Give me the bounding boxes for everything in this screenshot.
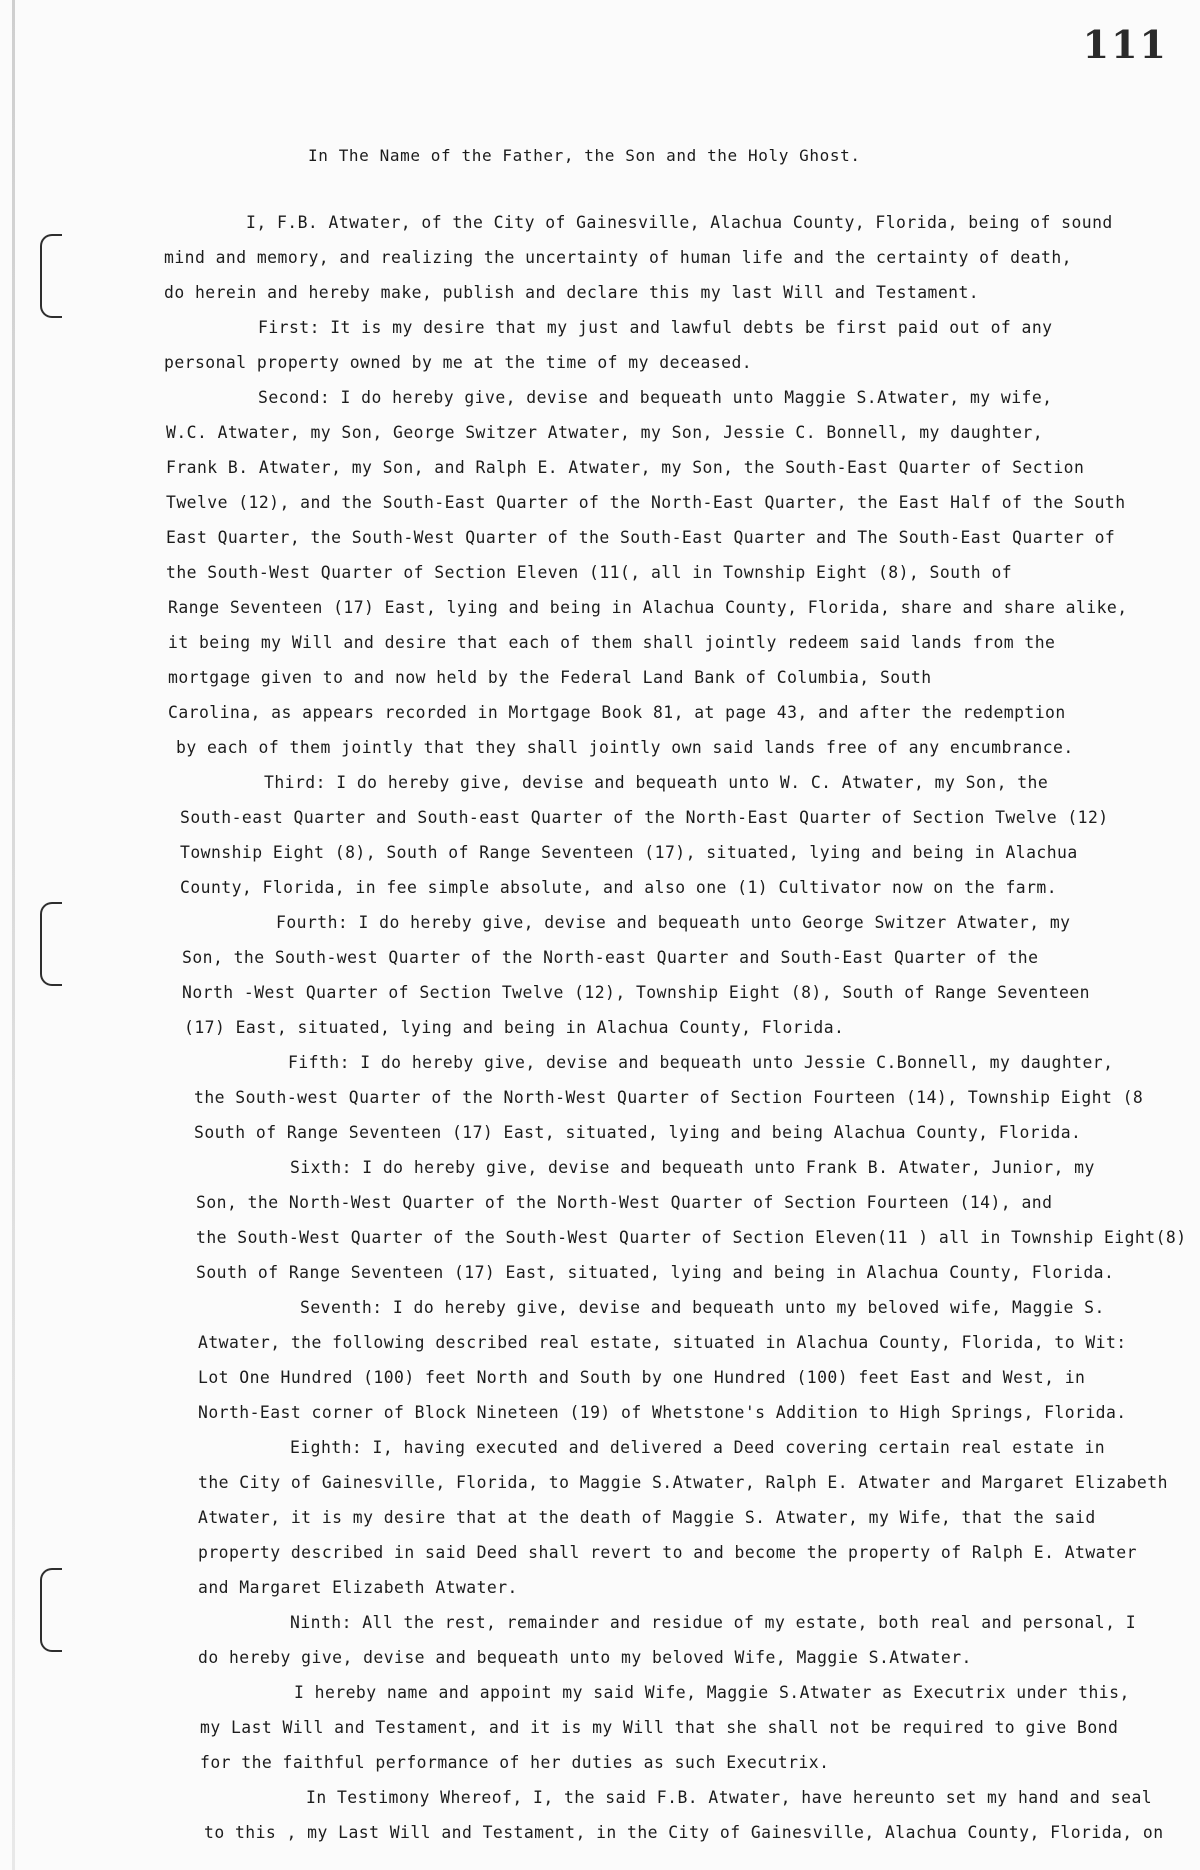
text-line: Fourth: I do hereby give, devise and bequeath unto George Switzer Atwater, my <box>276 913 1071 932</box>
text-line: North-East corner of Block Nineteen (19) of Whetstone's Addition to High Springs, Florida. <box>198 1403 1127 1422</box>
text-line: Atwater, the following described real estate, situated in Alachua County, Florida, to Wit: <box>198 1333 1127 1352</box>
binder-hole-top <box>40 234 62 318</box>
text-line: for the faithful performance of her duties as such Executrix. <box>200 1753 830 1772</box>
text-line: by each of them jointly that they shall jointly own said lands free of any encumbrance. <box>176 738 1074 757</box>
text-line: Eighth: I, having executed and delivered a Deed covering certain real estate in <box>290 1438 1106 1457</box>
text-line: I hereby name and appoint my said Wife, Maggie S.Atwater as Executrix under this, <box>294 1683 1130 1702</box>
text-line: Son, the North-West Quarter of the North-West Quarter of Section Fourteen (14), and <box>196 1193 1053 1212</box>
text-line: Third: I do hereby give, devise and bequeath unto W. C. Atwater, my Son, the <box>264 773 1049 792</box>
text-line: First: It is my desire that my just and lawful debts be first paid out of any <box>258 318 1053 337</box>
text-line: Seventh: I do hereby give, devise and bequeath unto my beloved wife, Maggie S. <box>300 1298 1105 1317</box>
text-line: the South-west Quarter of the North-West Quarter of Section Fourteen (14), Township Eight (8 <box>194 1088 1144 1107</box>
text-line: do hereby give, devise and bequeath unto my beloved Wife, Maggie S.Atwater. <box>198 1648 972 1667</box>
text-line: Range Seventeen (17) East, lying and being in Alachua County, Florida, share and share alike, <box>168 598 1128 617</box>
text-line: In Testimony Whereof, I, the said F.B. Atwater, have hereunto set my hand and seal <box>306 1788 1153 1807</box>
text-line: South of Range Seventeen (17) East, situated, lying and being in Alachua County, Florida. <box>196 1263 1115 1282</box>
text-line: my Last Will and Testament, and it is my Will that she shall not be required to give Bond <box>200 1718 1119 1737</box>
text-line: the City of Gainesville, Florida, to Maggie S.Atwater, Ralph E. Atwater and Margaret Elizabeth <box>198 1473 1168 1492</box>
binder-hole-bottom <box>40 1568 62 1652</box>
text-line: County, Florida, in fee simple absolute, and also one (1) Cultivator now on the farm. <box>180 878 1058 897</box>
text-line: do herein and hereby make, publish and declare this my last Will and Testament. <box>164 283 980 302</box>
text-line: the South-West Quarter of Section Eleven (11(, all in Township Eight (8), South of <box>166 563 1013 582</box>
text-line: I, F.B. Atwater, of the City of Gainesville, Alachua County, Florida, being of sound <box>246 213 1113 232</box>
page-edge-shadow <box>12 0 15 1870</box>
page-number: 111 <box>1082 22 1168 67</box>
text-line: (17) East, situated, lying and being in Alachua County, Florida. <box>184 1018 845 1037</box>
text-line: mind and memory, and realizing the uncertainty of human life and the certainty of death, <box>164 248 1072 267</box>
text-line: and Margaret Elizabeth Atwater. <box>198 1578 518 1597</box>
text-line: South of Range Seventeen (17) East, situated, lying and being Alachua County, Florida. <box>194 1123 1082 1142</box>
text-line: East Quarter, the South-West Quarter of the South-East Quarter and The South-East Quarter of <box>166 528 1116 547</box>
binder-hole-middle <box>40 902 62 986</box>
text-line: Twelve (12), and the South-East Quarter of the North-East Quarter, the East Half of the South <box>166 493 1126 512</box>
text-line: Fifth: I do hereby give, devise and bequeath unto Jessie C.Bonnell, my daughter, <box>288 1053 1114 1072</box>
text-line: North -West Quarter of Section Twelve (12), Township Eight (8), South of Range Seventeen <box>182 983 1090 1002</box>
text-line: Carolina, as appears recorded in Mortgage Book 81, at page 43, and after the redemption <box>168 703 1066 722</box>
text-line: it being my Will and desire that each of them shall jointly redeem said lands from the <box>168 633 1056 652</box>
text-line: Sixth: I do hereby give, devise and bequeath unto Frank B. Atwater, Junior, my <box>290 1158 1095 1177</box>
text-line: Frank B. Atwater, my Son, and Ralph E. Atwater, my Son, the South-East Quarter of Section <box>166 458 1085 477</box>
text-line: W.C. Atwater, my Son, George Switzer Atwater, my Son, Jessie C. Bonnell, my daughter, <box>166 423 1044 442</box>
text-line: Atwater, it is my desire that at the death of Maggie S. Atwater, my Wife, that the said <box>198 1508 1096 1527</box>
text-line: to this , my Last Will and Testament, in the City of Gainesville, Alachua County, Florida, on <box>204 1823 1164 1842</box>
text-line: Lot One Hundred (100) feet North and South by one Hundred (100) feet East and West, in <box>198 1368 1086 1387</box>
text-line: South-east Quarter and South-east Quarter of the North-East Quarter of Section Twelve (12) <box>180 808 1109 827</box>
text-line: Second: I do hereby give, devise and bequeath unto Maggie S.Atwater, my wife, <box>258 388 1053 407</box>
text-line: Township Eight (8), South of Range Seventeen (17), situated, lying and being in Alachua <box>180 843 1078 862</box>
text-line: Son, the South-west Quarter of the North-east Quarter and South-East Quarter of the <box>182 948 1039 967</box>
text-line: mortgage given to and now held by the Federal Land Bank of Columbia, South <box>168 668 932 687</box>
text-line: personal property owned by me at the time of my deceased. <box>164 353 753 372</box>
text-line: Ninth: All the rest, remainder and residue of my estate, both real and personal, I <box>290 1613 1137 1632</box>
document-heading: In The Name of the Father, the Son and the Holy Ghost. <box>308 146 861 165</box>
text-line: property described in said Deed shall revert to and become the property of Ralph E. Atwater <box>198 1543 1137 1562</box>
text-line: the South-West Quarter of the South-West Quarter of Section Eleven(11 ) all in Township Eight(8) <box>196 1228 1187 1247</box>
